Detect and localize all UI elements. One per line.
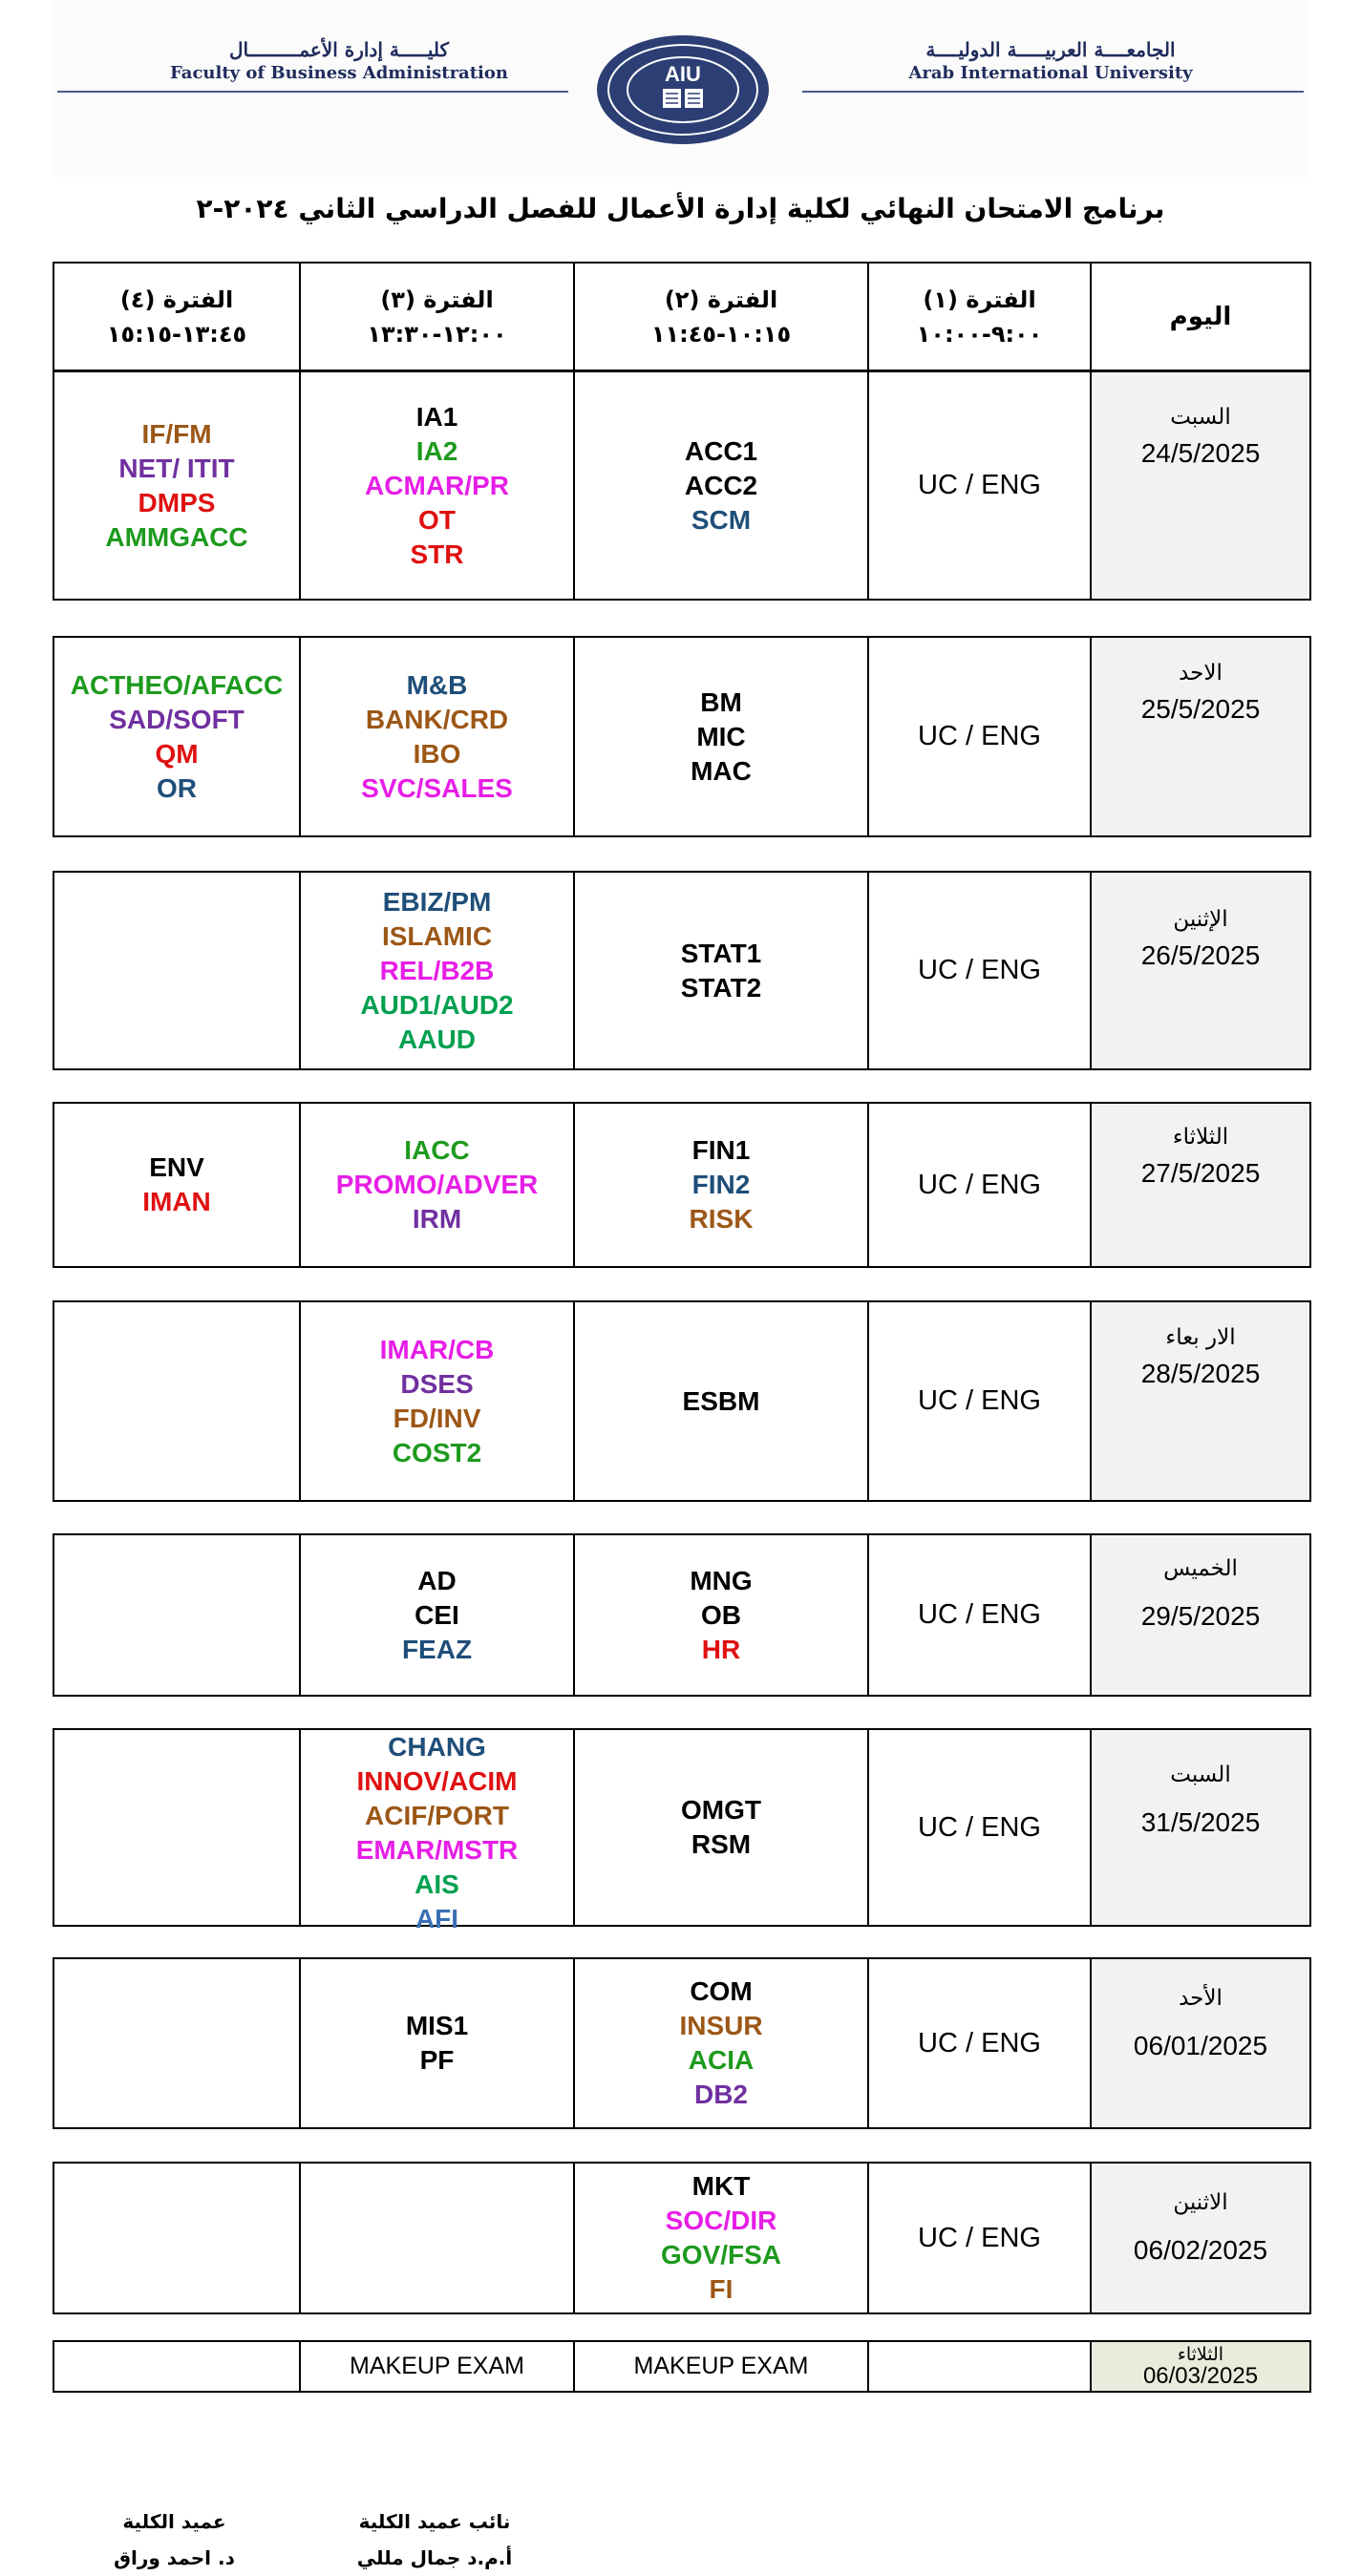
header-period-2 [573,264,867,370]
course-code: EBIZ/PM [382,886,492,917]
course-code: ACIF/PORT [365,1801,509,1830]
day-name: الثلاثاء [1172,1125,1229,1150]
course-code: RISK [689,1204,754,1234]
table-row [53,1300,1311,1502]
day-cell [1090,1104,1309,1266]
exam-date: 25/5/2025 [1140,694,1261,724]
period-4-cell [54,2164,299,2312]
period-1-exam: UC / ENG [918,1169,1041,1200]
course-code: IF/FM [141,418,212,449]
course-code: STAT2 [680,972,762,1003]
day-cell [1090,873,1309,1068]
course-code: MAC [691,755,752,786]
course-code: COM [690,1976,753,2006]
course-code: ACC1 [684,435,758,466]
course-code: SAD/SOFT [109,704,245,734]
day-cell [1090,638,1309,835]
day-name: الار بعاء [1165,1325,1236,1350]
table-row [53,2162,1311,2314]
course-code: BANK/CRD [365,704,509,734]
course-code: M&B [406,669,468,700]
course-code: COST2 [392,1437,482,1467]
day-cell [1090,2164,1309,2312]
period-3-cell [299,2164,573,2312]
vice-dean-name: أ.م.د جمال مللي [356,2546,513,2569]
course-code: CEI [415,1599,459,1630]
period-2-time: ١٠:١٥-١١:٤٥ [650,320,792,348]
course-code: HR [701,1634,741,1664]
period-1-time: ٩:٠٠-١٠:٠٠ [916,320,1043,348]
course-code: AD [417,1565,457,1595]
dean-title: عميد الكلية [122,2510,226,2533]
header-rule-right [802,91,1304,93]
course-code: QM [155,738,199,769]
period-2-cell [573,2342,867,2391]
course-code: BM [700,686,742,717]
period-1-exam: UC / ENG [918,1599,1041,1630]
header-period-4 [54,264,299,370]
period-1-cell [867,1730,1090,1925]
period-4-cell [54,1730,299,1925]
exam-date: 06/03/2025 [1142,2362,1259,2389]
university-name-en: Arab International University [908,63,1193,83]
course-code: FIN2 [691,1170,751,1199]
period-4-cell [54,1104,299,1266]
makeup-row [53,2340,1311,2393]
day-name: السبت [1170,1763,1231,1787]
period-4-cell [54,1959,299,2127]
course-code: GOV/FSA [660,2240,781,2270]
day-name: الاحد [1179,661,1223,686]
course-code: SOC/DIR [665,2206,777,2235]
period-2-cell [573,873,867,1068]
exam-date: 29/5/2025 [1140,1601,1261,1631]
period-3-cell [299,372,573,599]
exam-date: 06/01/2025 [1133,2031,1268,2060]
period-1-cell [867,2164,1090,2312]
course-code: STAT1 [680,938,762,968]
course-code: NET/ ITIT [118,453,235,483]
course-code: IRM [412,1204,462,1234]
course-code: INSUR [679,2011,763,2040]
day-name: الأحد [1179,1986,1223,2011]
period-4-cell [54,873,299,1068]
header-rule-left [57,91,568,93]
course-code: EMAR/MSTR [355,1835,519,1865]
period-3-label: الفترة (٣) [380,285,494,313]
makeup-exam-label: MAKEUP EXAM [350,2353,524,2379]
course-code: FIN1 [691,1135,751,1165]
period-3-cell [299,1302,573,1500]
period-2-cell [573,372,867,599]
period-1-cell [867,1535,1090,1695]
period-3-cell [299,1959,573,2127]
course-code: IA2 [415,435,458,466]
faculty-name-en: Faculty of Business Administration [170,63,508,83]
period-1-cell [867,1104,1090,1266]
period-2-cell [573,638,867,835]
day-cell [1090,2342,1309,2391]
period-1-cell [867,2342,1090,2391]
table-row [53,370,1311,601]
course-code: DSES [400,1368,474,1399]
course-code: ENV [149,1152,204,1182]
period-4-cell [54,372,299,599]
dean-name: د. احمد وراق [114,2546,235,2569]
table-row [53,871,1311,1070]
period-1-label: الفترة (١) [923,285,1036,313]
course-code: PF [419,2045,455,2075]
day-name: الخميس [1163,1556,1238,1581]
logo-text: AIU [665,62,701,86]
period-2-cell [573,2164,867,2312]
course-code: PROMO/ADVER [335,1170,539,1199]
table-row [53,636,1311,837]
university-name [860,38,1242,83]
schedule-title: برنامج الامتحان النهائي لكلية إدارة الأعمال للفصل الدراسي الثاني ٢٠٢٤-٢ [196,193,1165,224]
course-code: IMAN [142,1187,211,1216]
course-code: IA1 [415,401,458,432]
period-1-cell [867,372,1090,599]
course-code: REL/B2B [379,955,495,985]
course-code: FD/INV [393,1403,481,1433]
faculty-name [143,38,535,83]
table-row [53,1533,1311,1697]
period-3-cell [299,1535,573,1695]
course-code: ACIA [688,2045,755,2075]
day-cell [1090,1535,1309,1695]
period-1-exam: UC / ENG [918,721,1041,751]
course-code: ESBM [682,1385,760,1416]
course-code: MNG [690,1565,753,1595]
day-cell [1090,1302,1309,1500]
course-code: MIC [696,721,746,751]
course-code: MIS1 [405,2011,469,2040]
period-2-cell [573,1959,867,2127]
period-2-cell [573,1535,867,1695]
table-row [53,1102,1311,1268]
course-code: AMMGACC [105,521,248,552]
period-3-cell [299,638,573,835]
exam-date: 31/5/2025 [1140,1807,1261,1837]
course-code: AIS [415,1869,459,1899]
vice-dean-title: نائب عميد الكلية [358,2510,511,2533]
period-3-cell [299,1104,573,1266]
period-1-exam: UC / ENG [918,2222,1041,2253]
course-code: ACTHEO/AFACC [70,669,284,700]
period-3-cell [299,2342,573,2391]
day-cell [1090,372,1309,599]
course-code: OB [701,1599,741,1630]
header-period-1 [867,264,1090,370]
exam-date: 27/5/2025 [1140,1158,1261,1188]
period-4-cell [54,1535,299,1695]
period-4-label: الفترة (٤) [119,285,234,313]
day-column-label: اليوم [1169,302,1232,331]
course-code: OR [157,772,197,803]
course-code: IMAR/CB [379,1334,495,1364]
exam-date: 06/02/2025 [1133,2235,1268,2265]
course-code: AAUD [398,1024,476,1054]
course-code: INNOV/ACIM [356,1766,518,1796]
exam-date: 26/5/2025 [1140,940,1261,970]
period-2-label: الفترة (٢) [664,285,778,313]
period-3-cell [299,1730,573,1933]
period-1-cell [867,1302,1090,1500]
day-name: الثلاثاء [1177,2343,1224,2365]
period-4-cell [54,2342,299,2391]
header-period-3 [299,264,573,370]
table-header-row [53,262,1311,371]
course-code: AFI [415,1904,459,1933]
period-4-cell [54,1302,299,1500]
period-1-exam: UC / ENG [918,955,1041,985]
course-code: SVC/SALES [361,772,513,803]
exam-date: 24/5/2025 [1140,438,1261,468]
period-1-exam: UC / ENG [918,2027,1041,2059]
course-code: ACMAR/PR [365,470,509,500]
faculty-name-ar: كليـــــة إدارة الأعمـــــــــال [228,38,450,61]
course-code: IBO [413,738,461,769]
course-code: DMPS [138,487,216,517]
period-1-cell [867,873,1090,1068]
period-1-exam: UC / ENG [918,1385,1041,1416]
exam-date: 28/5/2025 [1140,1359,1261,1388]
course-code: OMGT [681,1795,761,1825]
makeup-exam-label: MAKEUP EXAM [633,2353,809,2379]
period-1-cell [867,1959,1090,2127]
table-row [53,1728,1311,1933]
period-2-cell [573,1302,867,1500]
university-name-ar: الجامعــــة العربيـــــة الدوليــــة [925,38,1176,61]
period-4-time: ١٣:٤٥-١٥:١٥ [106,320,247,348]
day-name: الاثنين [1173,2190,1228,2215]
day-cell [1090,1730,1309,1925]
course-code: STR [410,538,464,569]
day-name: السبت [1170,405,1231,430]
period-1-exam: UC / ENG [918,1811,1041,1843]
period-2-cell [573,1730,867,1925]
course-code: FEAZ [401,1634,473,1664]
course-code: AUD1/AUD2 [360,989,514,1020]
course-code: ISLAMIC [381,920,493,951]
vice-dean-signature [339,2503,530,2576]
table-row [53,1957,1311,2129]
period-1-exam: UC / ENG [918,470,1041,500]
course-code: CHANG [388,1732,486,1762]
period-4-cell [54,638,299,835]
day-cell [1090,1959,1309,2127]
period-2-cell [573,1104,867,1266]
period-3-time: ١٢:٠٠-١٣:٣٠ [367,320,507,348]
course-code: SCM [691,504,752,535]
course-code: DB2 [693,2080,748,2109]
course-code: OT [418,504,456,535]
course-code: ACC2 [684,470,758,500]
course-code: RSM [691,1829,752,1859]
university-logo [594,33,772,146]
course-code: IACC [404,1135,470,1165]
dean-signature [96,2503,253,2576]
period-1-cell [867,638,1090,835]
course-code: MKT [691,2171,751,2201]
header-day [1090,264,1309,370]
period-3-cell [299,873,573,1068]
day-name: الإثنين [1173,907,1228,932]
course-code: FI [709,2274,734,2304]
